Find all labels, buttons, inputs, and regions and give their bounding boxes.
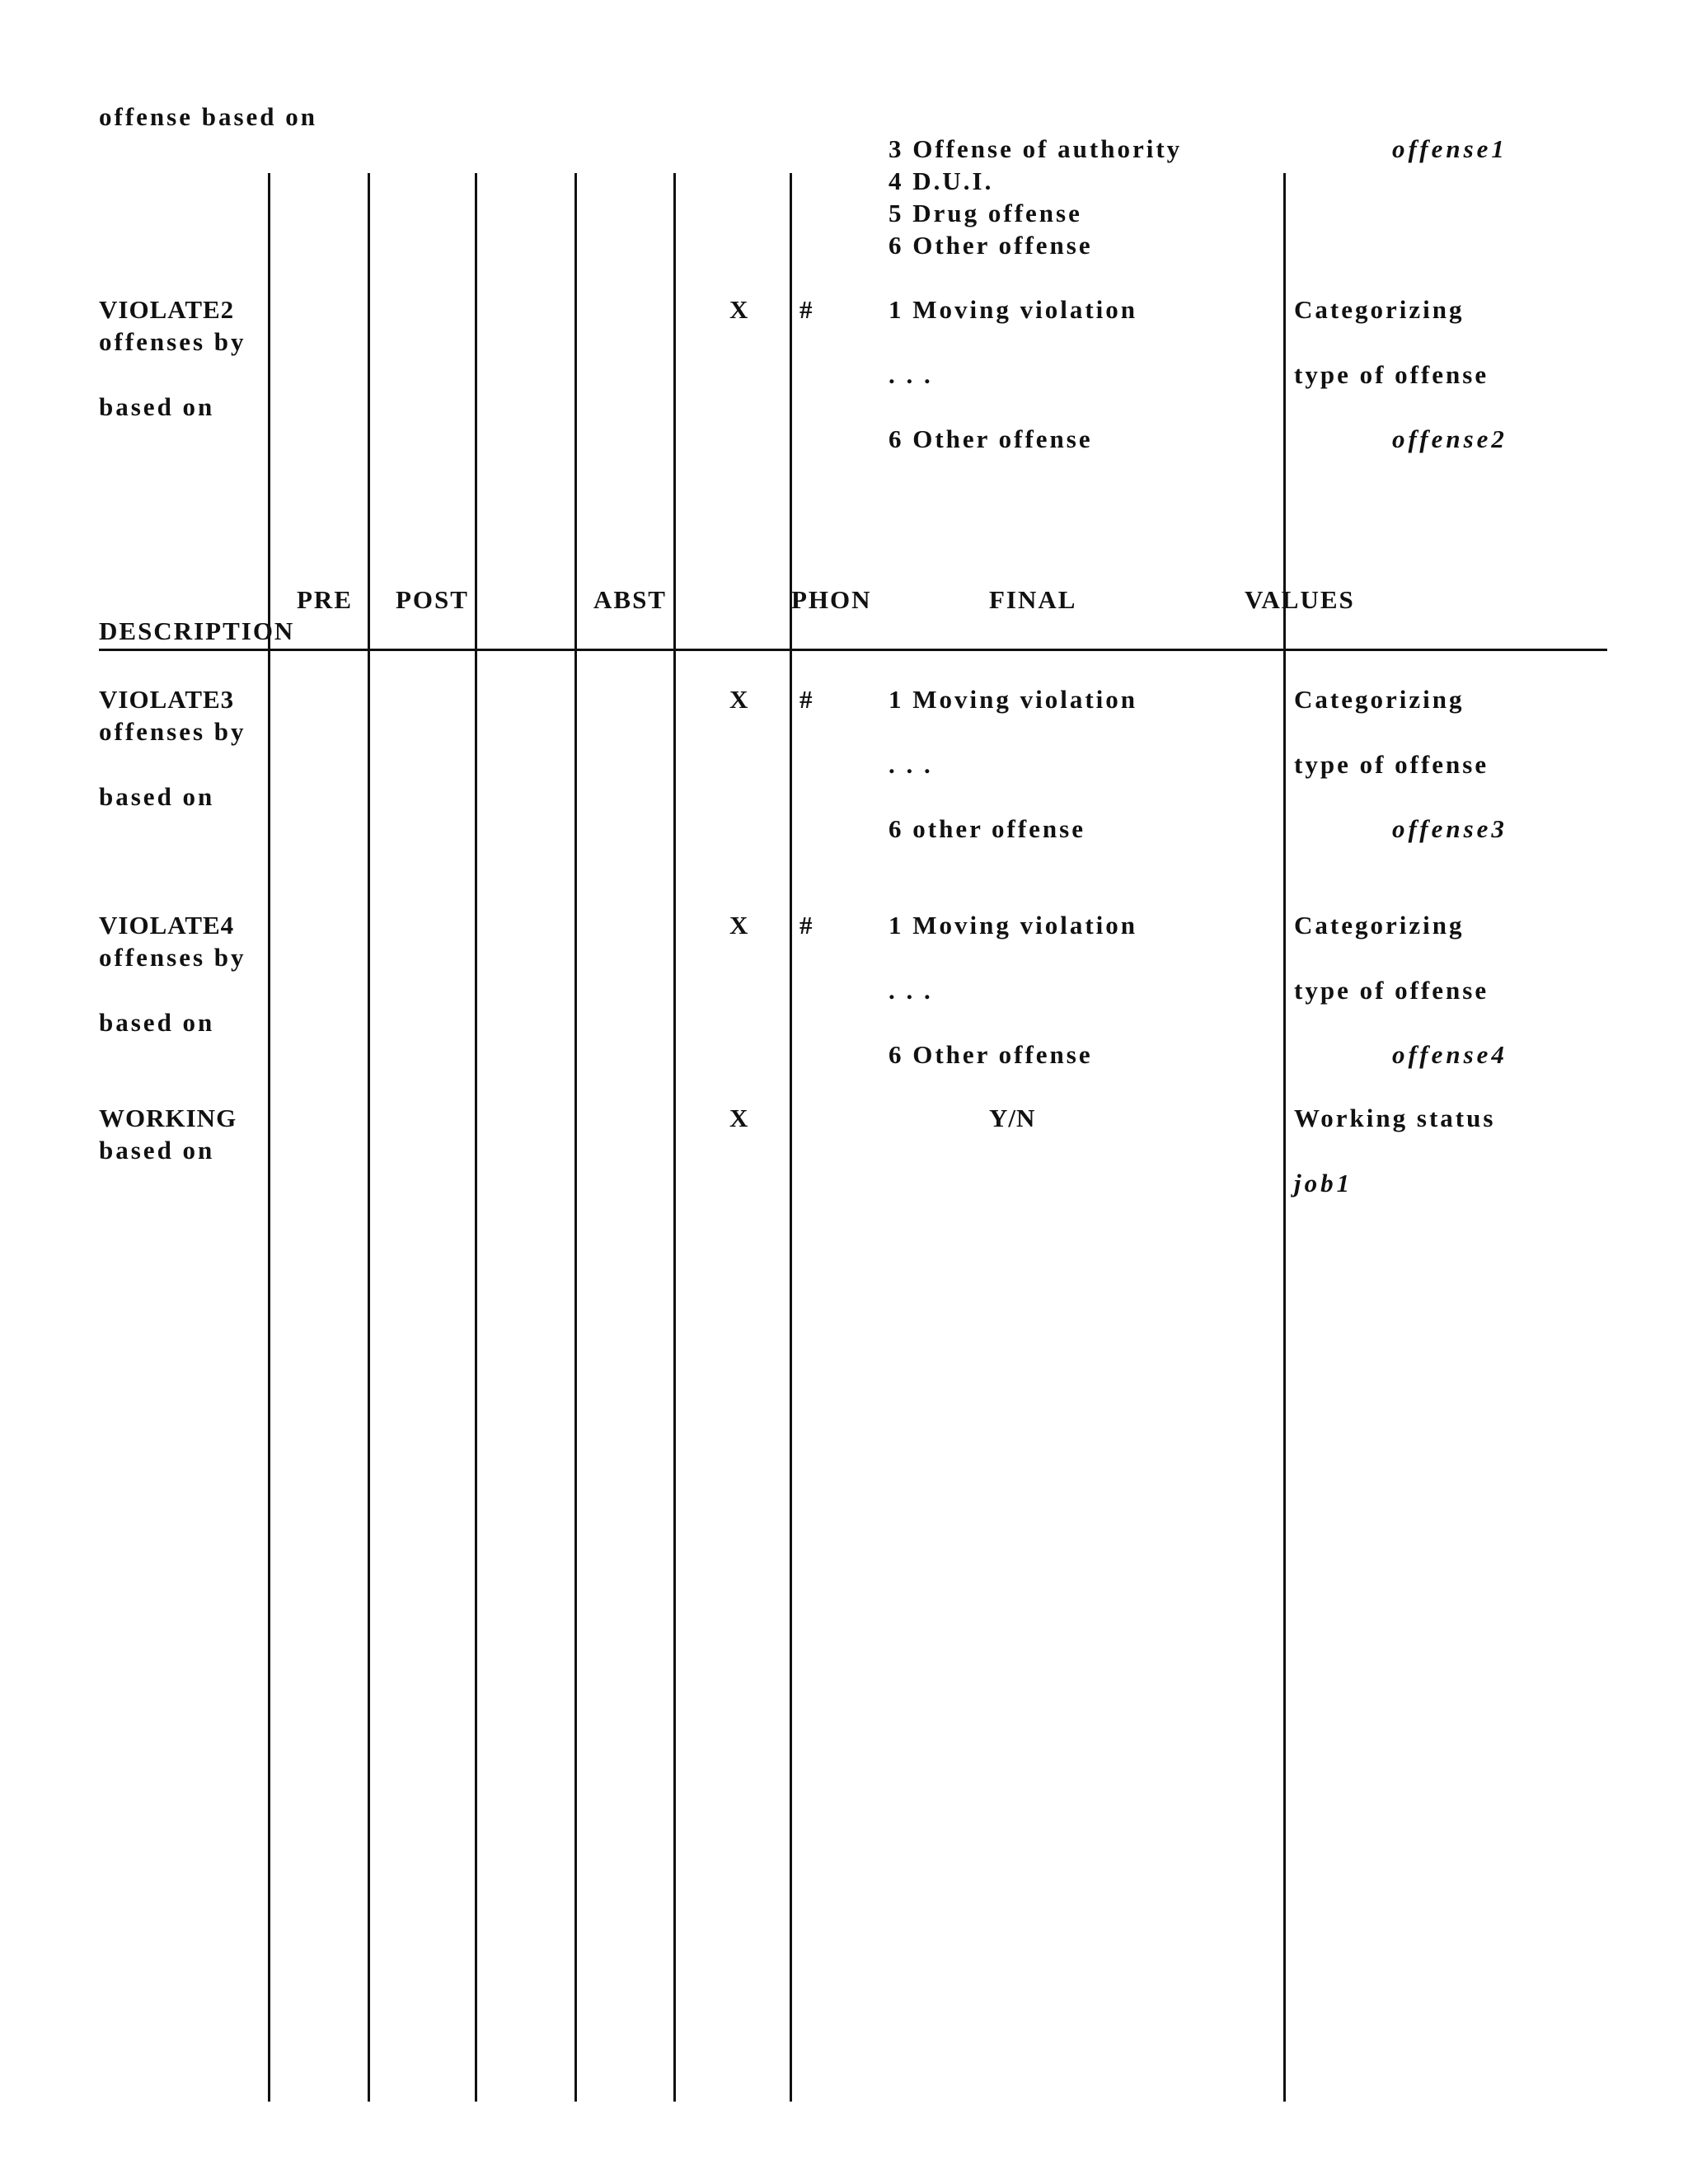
value-code: 3 Offense of authority <box>889 134 1183 163</box>
description-text: offenses by <box>99 943 246 972</box>
phon-mark: # <box>799 911 815 940</box>
value-code: 6 Other offense <box>889 231 1093 260</box>
variable-name: VIOLATE4 <box>99 911 235 940</box>
description-text: Categorizing <box>1294 685 1465 714</box>
value-code: 1 Moving violation <box>889 295 1138 324</box>
header-abst: ABST <box>593 585 667 614</box>
header-final: FINAL <box>989 585 1077 614</box>
description-text: based on <box>99 392 215 421</box>
value-code: 5 Drug offense <box>889 199 1082 227</box>
value-code: 6 Other offense <box>889 424 1093 453</box>
phon-mark: # <box>799 685 815 714</box>
abst-mark: X <box>729 911 751 940</box>
column-rule <box>1283 173 1286 2102</box>
description-text: based on <box>99 1008 215 1037</box>
variable-name: VIOLATE3 <box>99 685 235 714</box>
source-variable: job1 <box>1294 1169 1353 1197</box>
column-rule <box>574 173 577 2102</box>
header-values: VALUES <box>1245 585 1355 614</box>
abst-mark: X <box>729 1104 751 1132</box>
value-ellipsis: . . . <box>889 976 933 1005</box>
column-rule <box>268 173 270 2102</box>
value-code: 6 Other offense <box>889 1040 1093 1069</box>
description-text: based on <box>99 1136 215 1165</box>
value-code: Y/N <box>989 1104 1036 1132</box>
value-code: 1 Moving violation <box>889 911 1138 940</box>
description-text: offenses by <box>99 717 246 746</box>
source-variable: offense1 <box>1392 134 1507 163</box>
value-code: 1 Moving violation <box>889 685 1138 714</box>
column-rule <box>368 173 370 2102</box>
source-variable: offense4 <box>1392 1040 1507 1069</box>
description-text: type of offense <box>1294 976 1489 1005</box>
description-text: type of offense <box>1294 750 1489 779</box>
description-text: based on <box>99 782 215 811</box>
column-rule <box>475 173 477 2102</box>
description-text: Categorizing <box>1294 295 1465 324</box>
value-code: 6 other offense <box>889 814 1085 843</box>
value-ellipsis: . . . <box>889 750 933 779</box>
phon-mark: # <box>799 295 815 324</box>
continued-description: offense based on <box>99 102 318 131</box>
value-code: 4 D.U.I. <box>889 166 994 195</box>
description-text: offenses by <box>99 327 246 356</box>
header-pre: PRE <box>297 585 353 614</box>
variable-name: WORKING <box>99 1104 237 1132</box>
description-text: Categorizing <box>1294 911 1465 940</box>
column-rule <box>673 173 676 2102</box>
source-variable: offense2 <box>1392 424 1507 453</box>
header-post: POST <box>396 585 469 614</box>
description-text: Working status <box>1294 1104 1496 1132</box>
source-variable: offense3 <box>1392 814 1507 843</box>
header-phon: PHON <box>791 585 872 614</box>
header-rule <box>99 649 1607 651</box>
column-rule <box>790 173 792 2102</box>
abst-mark: X <box>729 295 751 324</box>
abst-mark: X <box>729 685 751 714</box>
variable-name: VIOLATE2 <box>99 295 235 324</box>
value-ellipsis: . . . <box>889 360 933 389</box>
header-description: DESCRIPTION <box>99 616 295 645</box>
description-text: type of offense <box>1294 360 1489 389</box>
